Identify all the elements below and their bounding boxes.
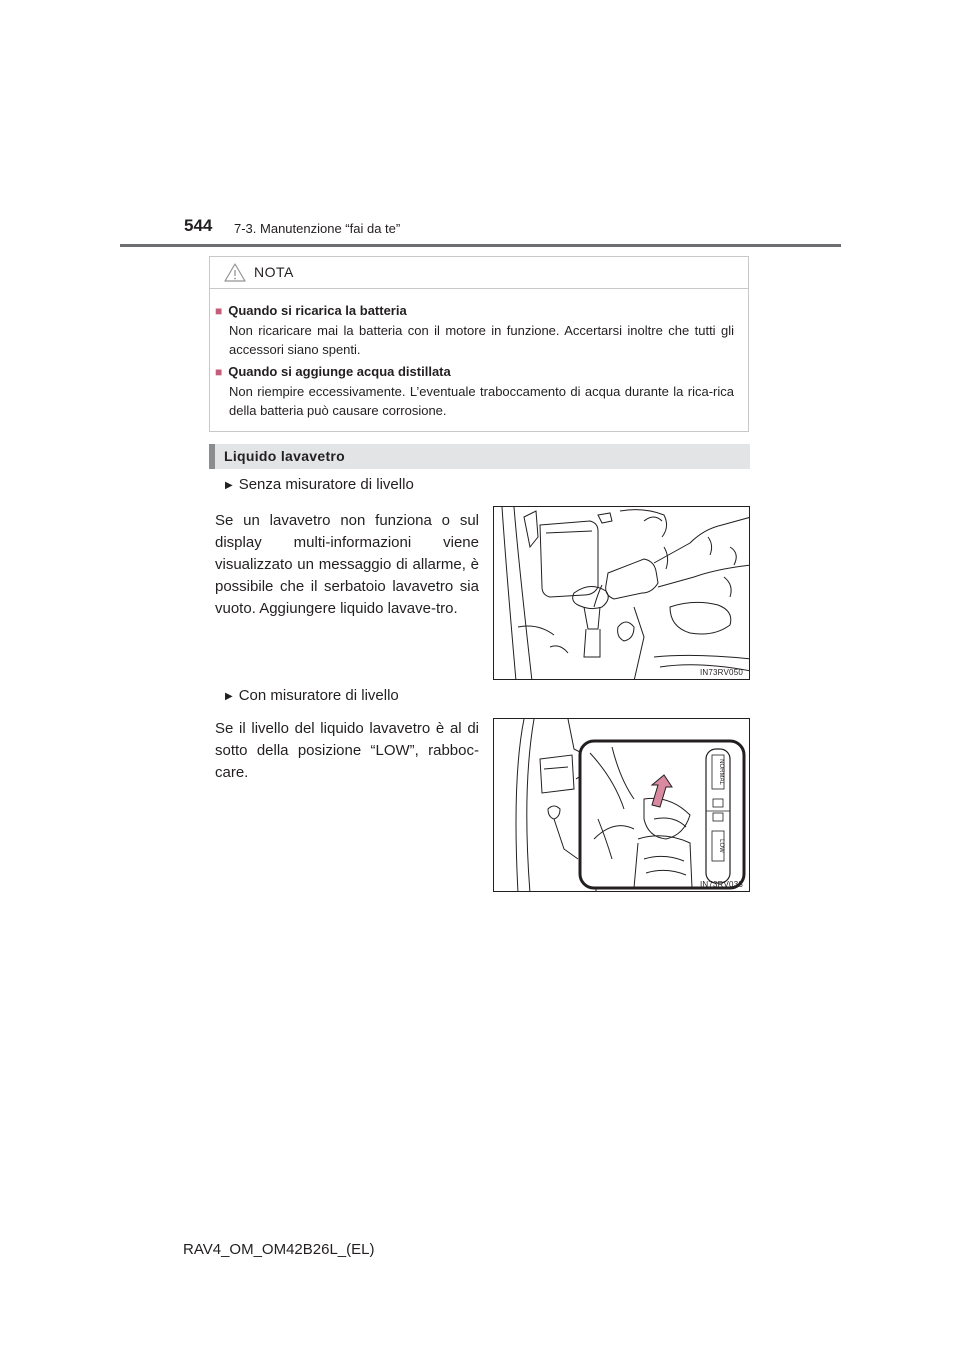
bullet-square-icon: ■	[215, 365, 223, 379]
nota-item-text: Non ricaricare mai la batteria con il motore in funzione. Accertarsi inoltre che tutti gli accessori siano spenti.	[229, 323, 734, 357]
nota-item-text: Non riempire eccessivamente. L’eventuale traboccamento di acqua durante la rica-rica della batteria può causare corrosione.	[229, 384, 734, 418]
nota-box	[209, 256, 749, 432]
gauge-label-normal: NORMAL	[718, 759, 724, 785]
figure-level-gauge	[493, 718, 750, 892]
nota-item	[210, 301, 734, 359]
warning-triangle-icon	[224, 263, 246, 282]
figure-code: IN73RV050	[699, 668, 743, 677]
page-number: 544	[184, 216, 213, 235]
nota-item-title: Quando si aggiunge acqua distillata	[228, 364, 451, 379]
illustration-gauge	[494, 719, 750, 892]
nota-header	[210, 257, 748, 289]
illustration-refill	[494, 507, 750, 680]
figure-code: IN73RV033	[699, 880, 743, 889]
nota-item-title: Quando si ricarica la batteria	[228, 303, 407, 318]
header-rule	[120, 244, 841, 247]
triangle-arrow-icon: ▶	[225, 691, 233, 702]
body-text: Se il livello del liquido lavavetro è al di sotto della posizione “LOW”, rabboc-care.	[215, 720, 479, 781]
subheading-with-gauge: ▶ Con misuratore di livello	[225, 687, 399, 704]
footer-doc-code: RAV4_OM_OM42B26L_(EL)	[183, 1241, 375, 1258]
section-title-liquido: Liquido lavavetro	[224, 448, 346, 464]
figure-refill-funnel	[493, 506, 750, 680]
triangle-arrow-icon: ▶	[225, 480, 233, 491]
section-title: 7-3. Manutenzione “fai da te”	[234, 221, 401, 236]
body-text: Se un lavavetro non funziona o sul display multi-informazioni viene visualizzato un messaggio di allarme, è possibile che il serbatoio lavavetro sia vuoto. Aggiungere liquido lavave-tro.	[215, 512, 479, 617]
gauge-label-low: LOW	[718, 839, 724, 853]
bullet-square-icon: ■	[215, 304, 223, 318]
subheading-without-gauge: ▶ Senza misuratore di livello	[225, 476, 414, 493]
nota-label: NOTA	[254, 264, 294, 280]
section-header	[209, 444, 750, 469]
nota-item	[210, 362, 734, 420]
